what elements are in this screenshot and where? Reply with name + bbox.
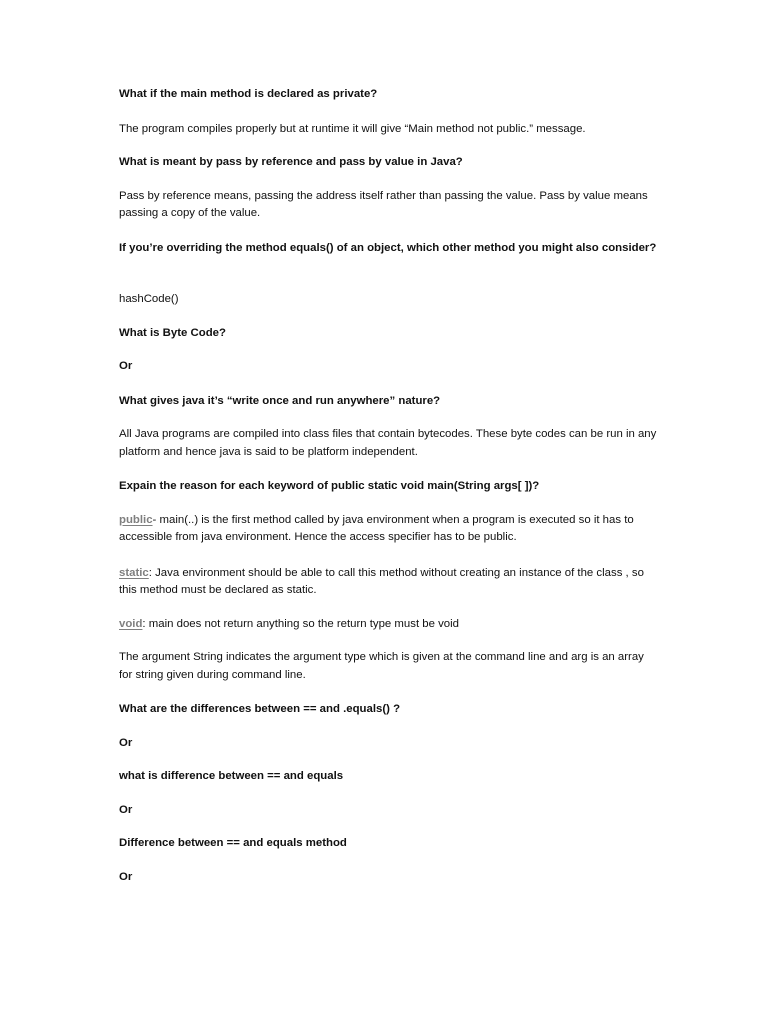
paragraph-text: All Java programs are compiled into class files that contain bytecodes. These byte codes can be run in any platform and hence java is said to be platform independent.: [119, 428, 657, 458]
or-separator: [119, 358, 658, 376]
question-heading: [119, 154, 658, 172]
keyword-paragraph: [119, 512, 658, 547]
question-heading: [119, 393, 658, 411]
paragraph-text: Pass by reference means, passing the address itself rather than passing the value. Pass by value means passing a copy of the value.: [119, 189, 648, 219]
paragraph-text: what is difference between == and equals: [119, 770, 344, 782]
question-heading: [119, 86, 658, 104]
answer-paragraph: [119, 121, 658, 139]
paragraph-text: The argument String indicates the argument type which is given at the command line and arg is an array for string given during command line.: [119, 651, 644, 681]
paragraph-text: Or: [119, 870, 133, 883]
keyword-link[interactable]: void: [119, 617, 143, 630]
paragraph-text: What are the differences between == and .equals() ?: [119, 703, 401, 715]
paragraph-text: : Java environment should be able to call this method without creating an instance of the class , so this method must be declared as static.: [119, 566, 644, 596]
paragraph-text: Expain the reason for each keyword of public static void main(String args[ ])?: [119, 480, 540, 492]
or-separator: [119, 735, 658, 753]
keyword-link[interactable]: static: [119, 566, 149, 579]
keyword-paragraph: [119, 565, 658, 600]
paragraph-text: Or: [119, 360, 133, 372]
or-separator: [119, 869, 658, 887]
answer-paragraph: [119, 426, 658, 461]
paragraph-text: What gives java it’s “write once and run anywhere” nature?: [119, 394, 441, 407]
paragraph-text: : main does not return anything so the return type must be void: [142, 617, 460, 630]
paragraph-text: What if the main method is declared as private?: [119, 88, 378, 100]
question-heading: [119, 768, 658, 786]
answer-paragraph: [119, 649, 658, 684]
question-heading: [119, 701, 658, 719]
question-heading: [119, 478, 658, 496]
paragraph-text: The program compiles properly but at runtime it will give “Main method not public.” message.: [119, 122, 586, 135]
question-heading: [119, 325, 658, 343]
keyword-paragraph: [119, 616, 658, 634]
question-heading: [119, 240, 658, 258]
answer-paragraph: [119, 188, 658, 223]
keyword-link[interactable]: public: [119, 513, 153, 526]
question-heading: [119, 835, 658, 853]
paragraph-text: What is meant by pass by reference and pass by value in Java?: [119, 156, 463, 168]
paragraph-text: Or: [119, 803, 133, 816]
paragraph-text: What is Byte Code?: [119, 326, 226, 339]
paragraph-text: hashCode(): [119, 293, 179, 305]
paragraph-text: If you’re overriding the method equals() of an object, which other method you might also consider?: [119, 241, 657, 254]
paragraph-text: Or: [119, 736, 133, 749]
or-separator: [119, 802, 658, 820]
paragraph-text: - main(..) is the first method called by java environment when a program is executed so it has to accessible from java environment. Hence the access specifier has to be public.: [119, 513, 634, 543]
answer-paragraph: [119, 291, 658, 309]
paragraph-text: Difference between == and equals method: [119, 837, 347, 849]
